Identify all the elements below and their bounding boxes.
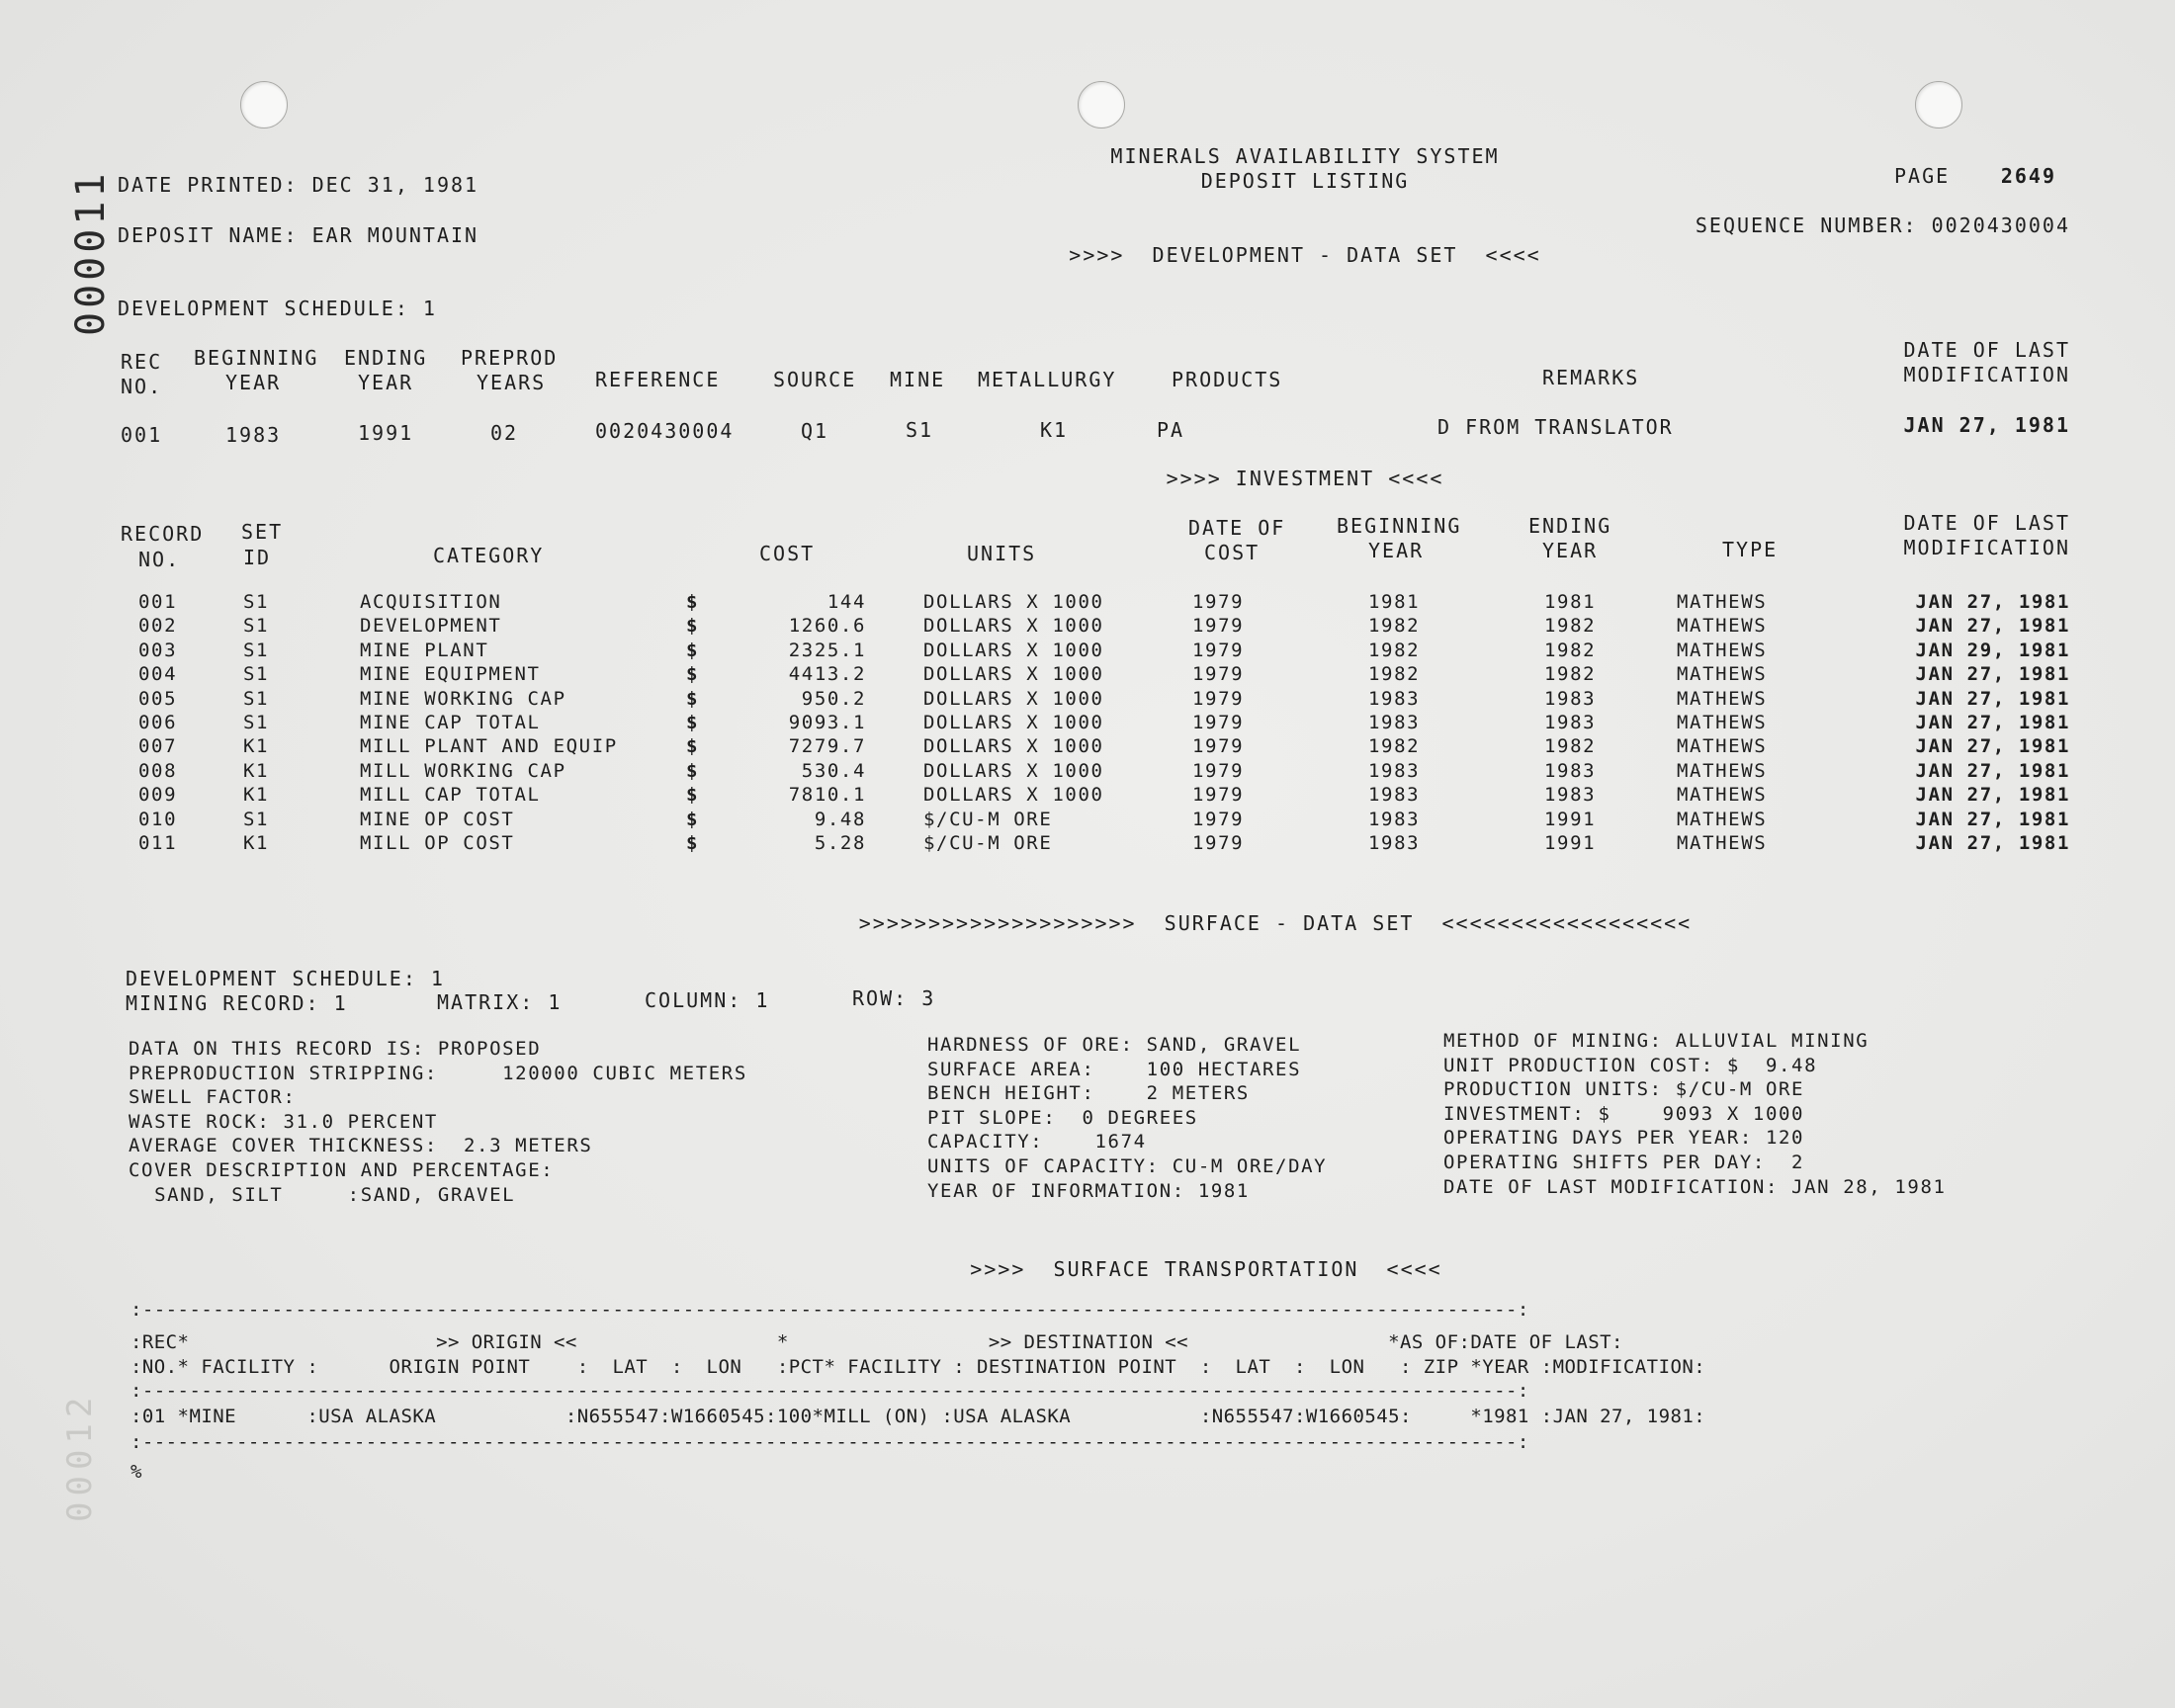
investment-cell-category: MINE OP COST: [360, 808, 515, 830]
inv-header-set-1: SET: [241, 520, 284, 544]
investment-row: [0, 665, 2175, 690]
dev-row-mine: S1: [906, 418, 934, 442]
investment-cell-doc: 1979: [1192, 639, 1245, 661]
inv-header-cost: COST: [759, 542, 816, 565]
inv-header-beg-2: YEAR: [1368, 539, 1425, 562]
investment-cell-set: K1: [243, 735, 270, 758]
investment-cell-cur: $: [686, 639, 700, 661]
system-title: MINERALS AVAILABILITY SYSTEM: [1110, 144, 1500, 168]
investment-cell-doc: 1979: [1192, 759, 1245, 782]
investment-cell-cost: 530.4: [801, 759, 866, 782]
investment-cell-end: 1991: [1544, 832, 1597, 854]
investment-cell-set: S1: [243, 615, 270, 638]
surface-right-line: OPERATING DAYS PER YEAR: 120: [1443, 1127, 1805, 1150]
investment-cell-end: 1983: [1544, 687, 1597, 710]
investment-cell-end: 1983: [1544, 712, 1597, 733]
investment-cell-end: 1991: [1544, 808, 1597, 830]
investment-row: [0, 617, 2175, 641]
date-printed: DATE PRINTED: DEC 31, 1981: [118, 173, 479, 197]
development-schedule: DEVELOPMENT SCHEDULE: 1: [118, 297, 437, 320]
investment-cell-beg: 1983: [1368, 784, 1421, 807]
investment-row: [0, 641, 2175, 666]
investment-cell-set: K1: [243, 832, 270, 854]
investment-cell-doc: 1979: [1192, 712, 1245, 733]
investment-cell-beg: 1982: [1368, 663, 1421, 686]
dev-header-end-2: YEAR: [358, 371, 414, 394]
investment-cell-mod: JAN 27, 1981: [1915, 687, 2070, 710]
investment-cell-units: DOLLARS X 1000: [923, 735, 1104, 758]
inv-header-mod-1: DATE OF LAST: [1903, 511, 2070, 535]
investment-cell-units: DOLLARS X 1000: [923, 591, 1104, 613]
investment-cell-set: S1: [243, 639, 270, 661]
investment-cell-cur: $: [686, 591, 700, 613]
dev-header-mine: MINE: [890, 368, 946, 391]
investment-cell-beg: 1983: [1368, 759, 1421, 782]
side-stamp-faint: 00012: [60, 1391, 100, 1522]
investment-cell-set: S1: [243, 591, 270, 613]
inv-header-rec-2: NO.: [138, 548, 181, 571]
dev-header-mod-1: DATE OF LAST: [1903, 338, 2070, 362]
surface-schedule: DEVELOPMENT SCHEDULE: 1: [126, 967, 445, 990]
dev-row-end: 1991: [358, 421, 414, 445]
investment-row: [0, 737, 2175, 762]
investment-cell-type: MATHEWS: [1677, 735, 1768, 758]
investment-cell-cost: 950.2: [801, 687, 866, 710]
surface-left-line: SWELL FACTOR:: [129, 1086, 297, 1109]
inv-header-type: TYPE: [1722, 538, 1779, 561]
investment-cell-end: 1982: [1544, 663, 1597, 686]
dev-header-reference: REFERENCE: [595, 368, 721, 391]
investment-cell-units: $/CU-M ORE: [923, 808, 1053, 830]
investment-cell-cost: 1260.6: [788, 615, 866, 638]
investment-cell-cur: $: [686, 735, 700, 758]
investment-cell-units: DOLLARS X 1000: [923, 687, 1104, 710]
investment-cell-category: ACQUISITION: [360, 591, 502, 613]
investment-cell-cur: $: [686, 663, 700, 686]
investment-cell-beg: 1982: [1368, 615, 1421, 638]
investment-cell-mod: JAN 27, 1981: [1915, 615, 2070, 638]
investment-cell-cost: 4413.2: [788, 663, 866, 686]
transport-rule: :---------------------------------------------------------------------------------------------------------------------:: [130, 1299, 1529, 1321]
surface-middle-line: SURFACE AREA: 100 HECTARES: [927, 1058, 1302, 1080]
surface-row: ROW: 3: [852, 986, 936, 1010]
dev-header-end-1: ENDING: [344, 346, 428, 370]
investment-cell-doc: 1979: [1192, 808, 1245, 830]
investment-cell-mod: JAN 29, 1981: [1915, 639, 2070, 661]
investment-cell-cur: $: [686, 759, 700, 782]
investment-row: [0, 808, 2175, 835]
investment-cell-type: MATHEWS: [1677, 639, 1768, 661]
surface-middle-line: UNITS OF CAPACITY: CU-M ORE/DAY: [927, 1155, 1328, 1177]
investment-cell-cost: 5.28: [814, 832, 866, 854]
investment-cell-category: MINE EQUIPMENT: [360, 663, 541, 686]
investment-cell-units: DOLLARS X 1000: [923, 759, 1104, 782]
transport-rule: :---------------------------------------------------------------------------------------------------------------------:: [130, 1380, 1529, 1402]
surface-mining-record: MINING RECORD: 1: [126, 991, 348, 1015]
dev-header-rec-1: REC: [121, 350, 163, 374]
side-stamp: 000011: [68, 169, 114, 336]
inv-header-doc-2: COST: [1204, 541, 1261, 564]
surface-left-line: WASTE ROCK: 31.0 PERCENT: [129, 1110, 438, 1133]
binder-hole-right: [1915, 81, 1962, 128]
dev-header-mod-2: MODIFICATION: [1903, 363, 2070, 386]
dev-header-pre-2: YEARS: [477, 371, 547, 394]
surface-column: COLUMN: 1: [645, 988, 770, 1012]
transport-header-line: :NO.* FACILITY : ORIGIN POINT : LAT : LON :PCT* FACILITY : DESTINATION POINT : LAT : LON : ZIP *YEAR :MODIFICATION:: [130, 1356, 1706, 1378]
investment-cell-mod: JAN 27, 1981: [1915, 832, 2070, 854]
page-label: PAGE: [1894, 164, 1951, 188]
inv-header-set-2: ID: [243, 546, 272, 569]
dev-header-pre-1: PREPROD: [461, 346, 559, 370]
investment-cell-end: 1983: [1544, 759, 1597, 782]
investment-row: [0, 786, 2175, 811]
dev-row-rec: 001: [121, 423, 163, 447]
inv-header-category: CATEGORY: [433, 544, 545, 567]
investment-cell-beg: 1982: [1368, 735, 1421, 758]
investment-cell-rec: 001: [138, 591, 178, 613]
investment-cell-mod: JAN 27, 1981: [1915, 759, 2070, 782]
investment-cell-mod: JAN 27, 1981: [1915, 663, 2070, 686]
dev-header-remarks: REMARKS: [1542, 366, 1640, 389]
investment-cell-end: 1982: [1544, 615, 1597, 638]
transport-rule: :---------------------------------------------------------------------------------------------------------------------:: [130, 1431, 1529, 1453]
investment-row: [0, 714, 2175, 738]
development-section-title: >>>> DEVELOPMENT - DATA SET <<<<: [1069, 243, 1541, 267]
investment-cell-beg: 1982: [1368, 639, 1421, 661]
inv-header-end-1: ENDING: [1528, 514, 1612, 538]
investment-cell-mod: JAN 27, 1981: [1915, 712, 2070, 733]
surface-middle-line: PIT SLOPE: 0 DEGREES: [927, 1106, 1198, 1129]
investment-cell-rec: 008: [138, 759, 178, 782]
investment-cell-end: 1981: [1544, 591, 1597, 613]
investment-cell-beg: 1983: [1368, 687, 1421, 710]
investment-cell-type: MATHEWS: [1677, 687, 1768, 710]
inv-header-rec-1: RECORD: [121, 522, 205, 546]
investment-cell-units: DOLLARS X 1000: [923, 712, 1104, 733]
dev-row-products: PA: [1157, 418, 1185, 442]
investment-cell-beg: 1983: [1368, 832, 1421, 854]
end-marker: %: [130, 1461, 142, 1483]
investment-cell-rec: 003: [138, 639, 178, 661]
investment-cell-mod: JAN 27, 1981: [1915, 808, 2070, 830]
transport-row: :01 *MINE :USA ALASKA :N655547:W1660545:100*MILL (ON) :USA ALASKA :N655547:W1660545: *1981 :JAN 27, 1981:: [130, 1406, 1706, 1427]
deposit-name: DEPOSIT NAME: EAR MOUNTAIN: [118, 223, 479, 247]
investment-cell-type: MATHEWS: [1677, 759, 1768, 782]
investment-cell-beg: 1983: [1368, 712, 1421, 733]
investment-cell-cost: 9.48: [814, 808, 866, 830]
investment-cell-category: MINE PLANT: [360, 639, 489, 661]
dev-header-source: SOURCE: [773, 368, 857, 391]
investment-cell-end: 1983: [1544, 784, 1597, 807]
investment-cell-type: MATHEWS: [1677, 615, 1768, 638]
surface-right-line: METHOD OF MINING: ALLUVIAL MINING: [1443, 1030, 1870, 1052]
investment-cell-units: DOLLARS X 1000: [923, 615, 1104, 638]
dev-header-beg-1: BEGINNING: [194, 346, 319, 370]
investment-row: [0, 687, 2175, 715]
investment-cell-type: MATHEWS: [1677, 591, 1768, 613]
investment-cell-beg: 1981: [1368, 591, 1421, 613]
investment-cell-rec: 009: [138, 784, 178, 807]
investment-cell-cur: $: [686, 687, 700, 710]
surface-right-line: OPERATING SHIFTS PER DAY: 2: [1443, 1152, 1805, 1173]
dev-header-metallurgy: METALLURGY: [978, 368, 1117, 391]
inv-header-mod-2: MODIFICATION: [1903, 536, 2070, 559]
investment-cell-type: MATHEWS: [1677, 784, 1768, 807]
dev-row-modified: JAN 27, 1981: [1903, 413, 2070, 437]
investment-cell-beg: 1983: [1368, 808, 1421, 830]
investment-cell-category: MILL PLANT AND EQUIP: [360, 735, 618, 758]
listing-title: DEPOSIT LISTING: [1200, 169, 1410, 193]
investment-cell-units: $/CU-M ORE: [923, 832, 1053, 854]
investment-cell-type: MATHEWS: [1677, 808, 1768, 830]
investment-cell-cost: 7279.7: [788, 735, 866, 758]
investment-cell-doc: 1979: [1192, 832, 1245, 854]
surface-left-line: SAND, SILT :SAND, GRAVEL: [129, 1183, 516, 1206]
investment-cell-units: DOLLARS X 1000: [923, 639, 1104, 661]
investment-cell-doc: 1979: [1192, 784, 1245, 807]
transport-title: >>>> SURFACE TRANSPORTATION <<<<: [970, 1257, 1442, 1281]
investment-cell-mod: JAN 27, 1981: [1915, 735, 2070, 758]
investment-cell-rec: 006: [138, 712, 178, 733]
surface-middle-line: BENCH HEIGHT: 2 METERS: [927, 1082, 1250, 1105]
dev-row-beg: 1983: [225, 423, 282, 447]
investment-cell-rec: 011: [138, 832, 178, 854]
transport-header-line: :REC* >> ORIGIN << * >> DESTINATION << *AS OF:DATE OF LAST:: [130, 1331, 1623, 1353]
inv-header-doc-1: DATE OF: [1188, 516, 1286, 540]
investment-cell-cur: $: [686, 712, 700, 733]
surface-middle-line: HARDNESS OF ORE: SAND, GRAVEL: [927, 1034, 1302, 1056]
dev-row-pre: 02: [490, 421, 519, 445]
investment-cell-end: 1982: [1544, 639, 1597, 661]
investment-cell-cost: 144: [826, 591, 866, 613]
investment-cell-doc: 1979: [1192, 591, 1245, 613]
inv-header-beg-1: BEGINNING: [1337, 514, 1462, 538]
investment-cell-units: DOLLARS X 1000: [923, 784, 1104, 807]
investment-cell-rec: 005: [138, 687, 178, 710]
investment-cell-type: MATHEWS: [1677, 663, 1768, 686]
investment-cell-end: 1982: [1544, 735, 1597, 758]
surface-right-line: PRODUCTION UNITS: $/CU-M ORE: [1443, 1078, 1805, 1101]
sequence-number: SEQUENCE NUMBER: 0020430004: [1695, 214, 2070, 237]
surface-right-line: UNIT PRODUCTION COST: $ 9.48: [1443, 1054, 1818, 1076]
investment-cell-cur: $: [686, 808, 700, 830]
surface-left-line: PREPRODUCTION STRIPPING: 120000 CUBIC METERS: [129, 1062, 747, 1084]
investment-cell-type: MATHEWS: [1677, 832, 1768, 854]
investment-cell-cur: $: [686, 832, 700, 854]
dev-header-beg-2: YEAR: [225, 371, 282, 394]
investment-cell-set: S1: [243, 663, 270, 686]
surface-right-line: DATE OF LAST MODIFICATION: JAN 28, 1981: [1443, 1175, 1947, 1198]
surface-left-line: AVERAGE COVER THICKNESS: 2.3 METERS: [129, 1135, 593, 1157]
investment-cell-set: S1: [243, 687, 270, 710]
investment-cell-set: K1: [243, 759, 270, 782]
investment-cell-rec: 002: [138, 615, 178, 638]
investment-cell-category: MILL OP COST: [360, 832, 515, 854]
surface-title: >>>>>>>>>>>>>>>>>>>> SURFACE - DATA SET <<<<<<<<<<<<<<<<<<: [858, 911, 1693, 935]
investment-cell-rec: 004: [138, 663, 178, 686]
investment-cell-category: MILL WORKING CAP: [360, 759, 566, 782]
investment-cell-cur: $: [686, 784, 700, 807]
investment-title: >>>> INVESTMENT <<<<: [1166, 467, 1444, 490]
dev-row-reference: 0020430004: [595, 419, 735, 443]
inv-header-end-2: YEAR: [1542, 539, 1599, 562]
investment-cell-rec: 007: [138, 735, 178, 758]
investment-cell-mod: JAN 27, 1981: [1915, 591, 2070, 613]
investment-cell-cost: 2325.1: [788, 639, 866, 661]
binder-hole-center: [1078, 81, 1125, 128]
investment-cell-category: MINE WORKING CAP: [360, 687, 566, 710]
investment-row: [0, 834, 2175, 859]
binder-hole-left: [240, 81, 288, 128]
dev-row-source: Q1: [801, 419, 829, 443]
investment-cell-units: DOLLARS X 1000: [923, 663, 1104, 686]
dev-row-metallurgy: K1: [1040, 418, 1069, 442]
investment-cell-mod: JAN 27, 1981: [1915, 784, 2070, 807]
investment-cell-type: MATHEWS: [1677, 712, 1768, 733]
dev-row-remarks: D FROM TRANSLATOR: [1437, 415, 1674, 439]
surface-matrix: MATRIX: 1: [437, 990, 563, 1014]
surface-right-line: INVESTMENT: $ 9093 X 1000: [1443, 1102, 1805, 1125]
investment-cell-set: S1: [243, 712, 270, 733]
investment-cell-doc: 1979: [1192, 663, 1245, 686]
investment-cell-doc: 1979: [1192, 615, 1245, 638]
surface-left-line: COVER DESCRIPTION AND PERCENTAGE:: [129, 1159, 555, 1181]
investment-cell-category: MINE CAP TOTAL: [360, 712, 541, 733]
dev-header-products: PRODUCTS: [1172, 368, 1283, 391]
investment-cell-rec: 010: [138, 808, 178, 830]
surface-middle-line: YEAR OF INFORMATION: 1981: [927, 1179, 1250, 1202]
inv-header-units: UNITS: [967, 542, 1037, 565]
surface-middle-line: CAPACITY: 1674: [927, 1131, 1147, 1153]
investment-row: [0, 759, 2175, 787]
investment-row: [0, 593, 2175, 618]
investment-cell-cur: $: [686, 615, 700, 638]
investment-cell-cost: 7810.1: [788, 784, 866, 807]
investment-cell-category: DEVELOPMENT: [360, 615, 502, 638]
investment-cell-cost: 9093.1: [788, 712, 866, 733]
investment-cell-set: S1: [243, 808, 270, 830]
investment-cell-doc: 1979: [1192, 687, 1245, 710]
investment-cell-category: MILL CAP TOTAL: [360, 784, 541, 807]
surface-left-line: DATA ON THIS RECORD IS: PROPOSED: [129, 1038, 542, 1060]
dev-header-rec-2: NO.: [121, 375, 163, 398]
page-number: 2649: [2000, 164, 2056, 188]
investment-cell-doc: 1979: [1192, 735, 1245, 758]
investment-cell-set: K1: [243, 784, 270, 807]
